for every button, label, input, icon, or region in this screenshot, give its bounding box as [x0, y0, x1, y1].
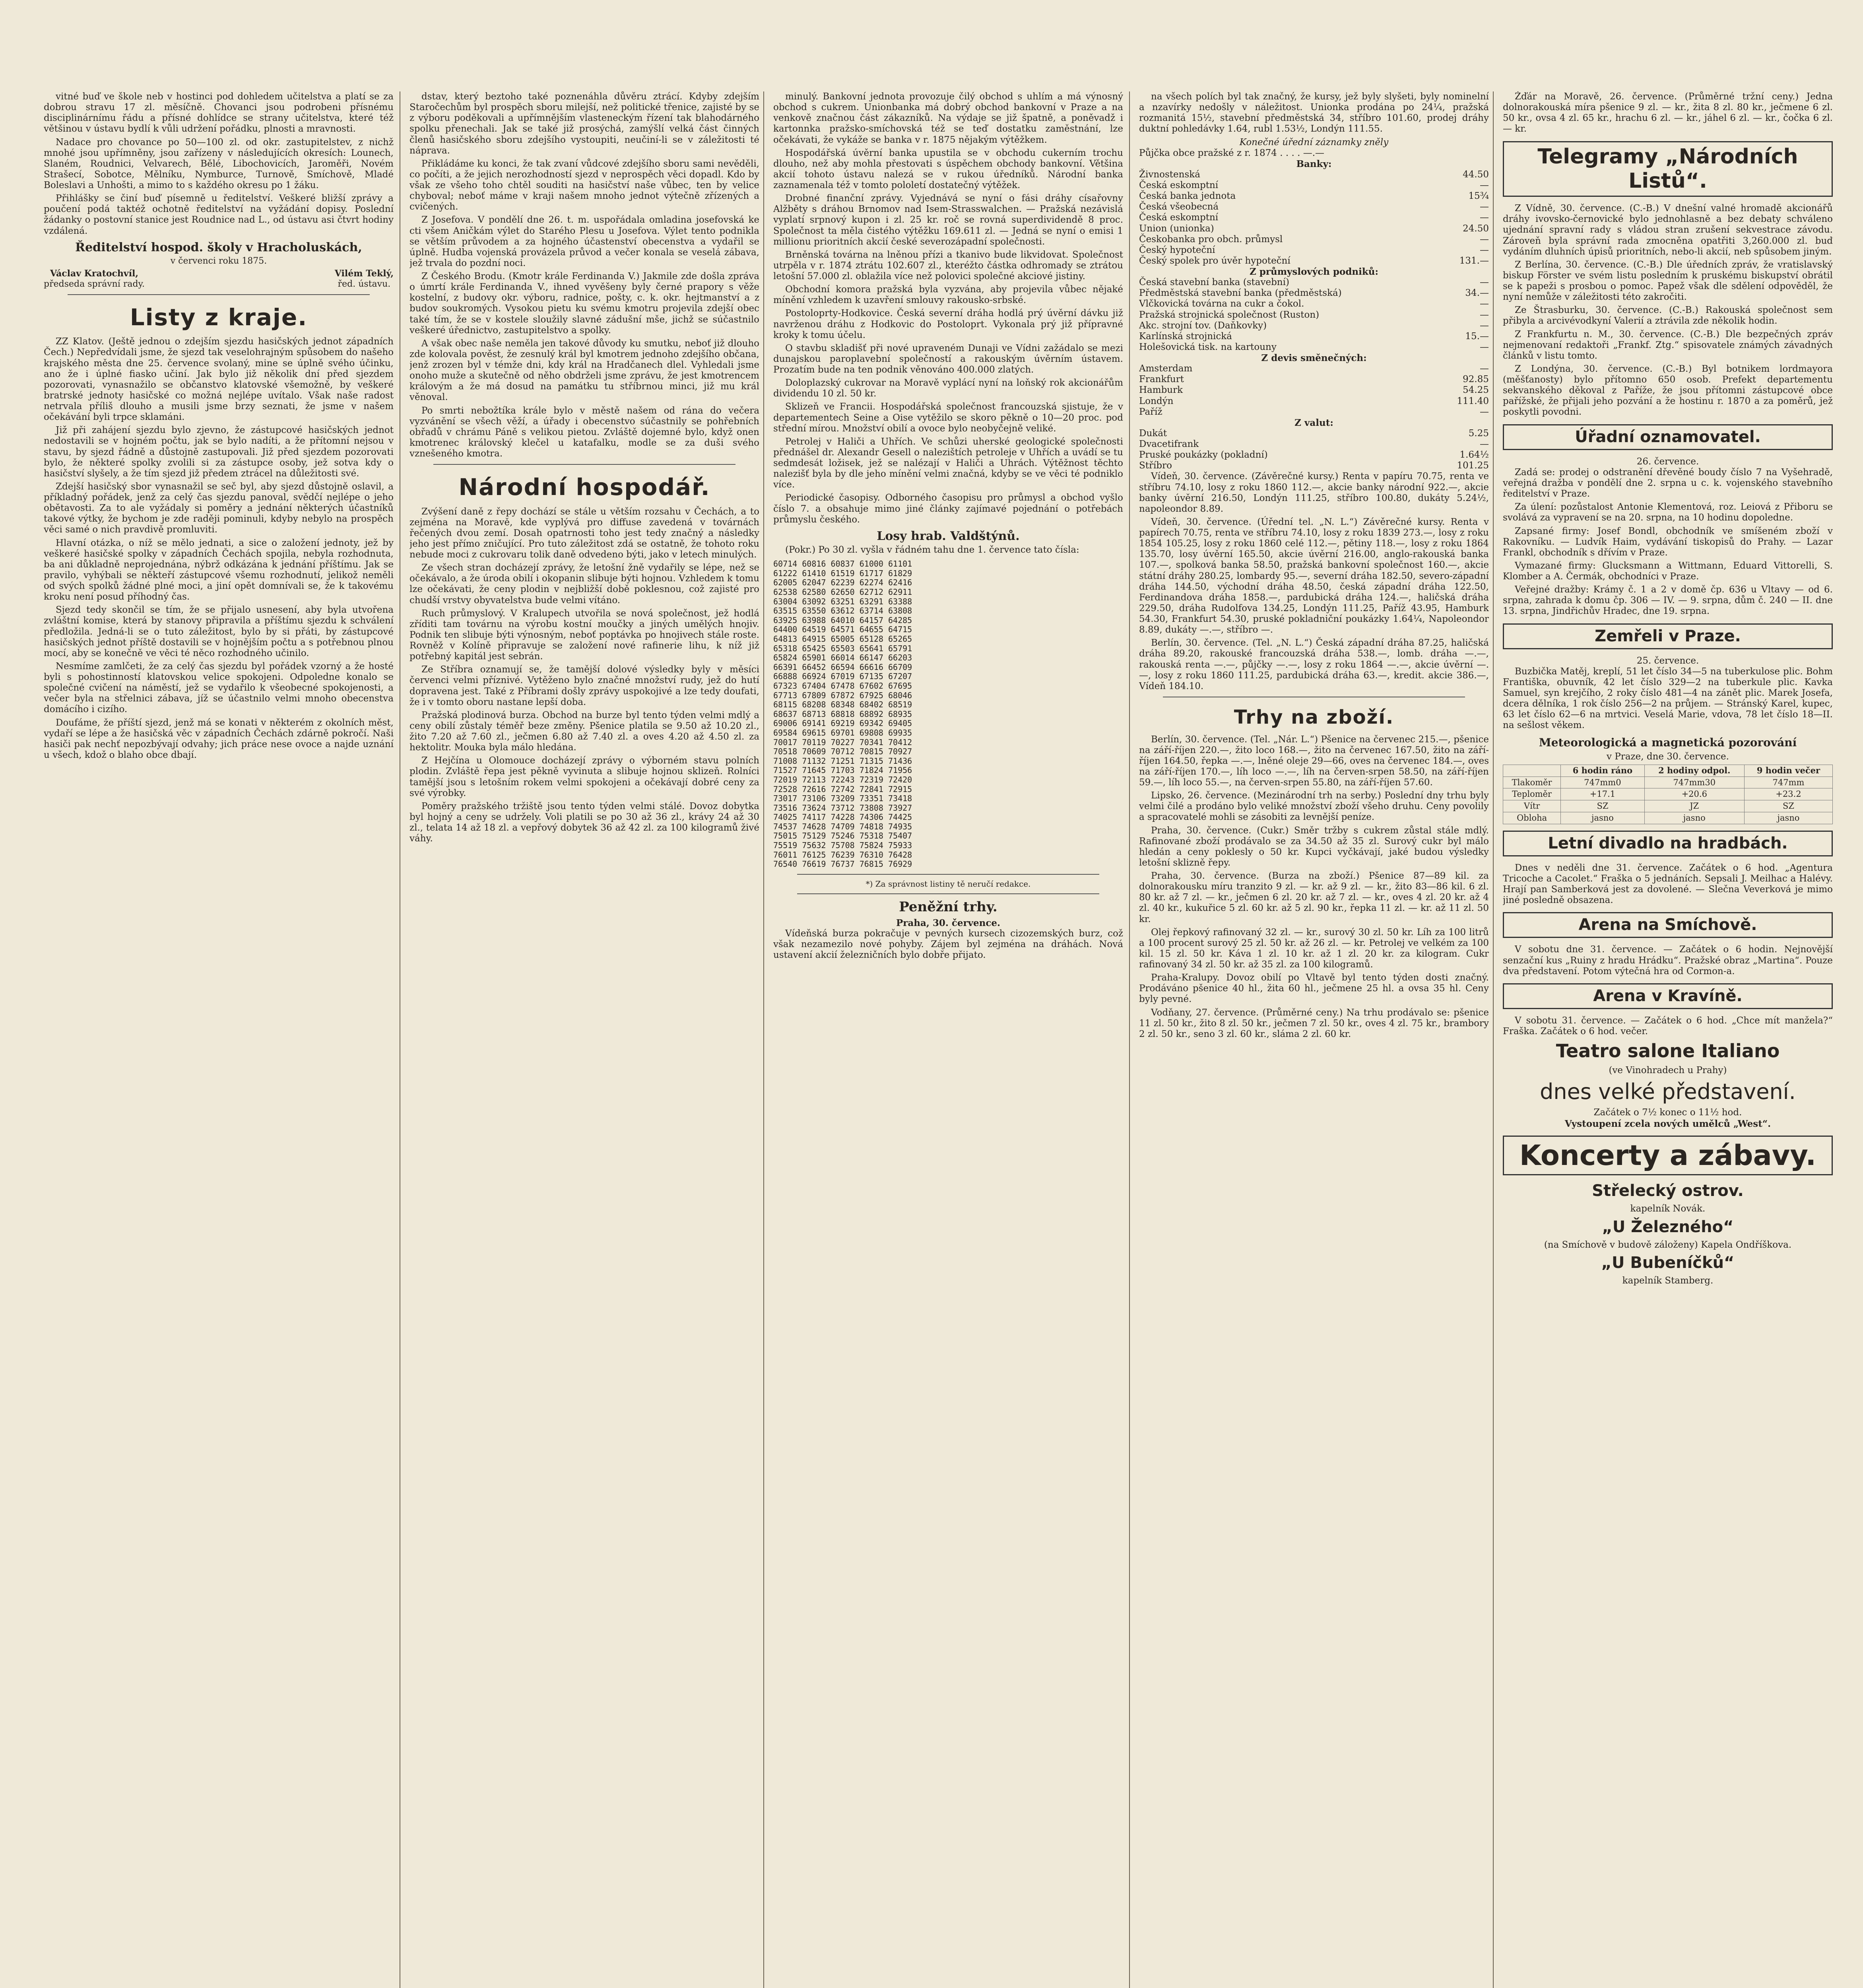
paragraph: Po smrti nebožtíka krále bylo v městě našem od rána do večera vyzvánění se všech věží, a úřady i obecenstvo súčastnily se pohřebních obřadů v chrámu Páně s velikou pietou. Zvláště dojemné bylo, když onen kmotrenec královský klečel u katafalku, modle se za duši svého vznešeného kmotra.	[409, 405, 759, 459]
meteo-header-cell	[1503, 765, 1561, 777]
meteo-cell: Teploměr	[1503, 788, 1561, 800]
concert-sub: kapelník Stamberg.	[1622, 1276, 1714, 1286]
paragraph: Z Českého Brodu. (Kmotr krále Ferdinanda V.) Jakmile zde došla zpráva o úmrtí krále Ferdinanda V., ihned vyvěšeny byly černé prapory s věže kostelní, z budovy okr. výboru, radnice, pošty, c. k. okr. hejtmanství a z budov soukromých. Vysokou pietu ku svému kmotru projevila zdejší obec také tím, že se v kostele sloužily slavné zádušní mše, jichž se súčastnilo veškeré úřednictvo, zastupitelstvo a spolky.	[409, 271, 759, 336]
signature-name: Vilém Teklý,	[334, 268, 394, 279]
paragraph: Nadace pro chovance po 50—100 zl. od okr. zastupitelstev, z nichž mnohé jsou upřímněny, jsou zařízeny v následujících okresích: Lounech, Slaném, Roudnici, Velvarech, Bělé, Libochovicích, Jaroměři, Novém Strašecí, Sobotce, Mělníku, Nymburce, Turnově, Smíchově, Mladé Boleslavi a Unhošti, a mimo to s každého okresu po 1 žáku.	[44, 137, 394, 190]
official-heading: Úřadní oznamovatel.	[1503, 424, 1833, 450]
banks-list	[1139, 169, 1489, 266]
market-label: Pražská strojnická společnost (Ruston)	[1139, 309, 1320, 320]
industry-list	[1139, 277, 1489, 353]
market-label: Holešovická tisk. na kartouny	[1139, 342, 1277, 352]
concert-title: „U Bubeníčků“	[1601, 1253, 1735, 1272]
paragraph: Hospodářská úvěrní banka upustila se v obchodu cukerním trochu dlouho, než aby mohla přestovati s úspěchem obchody bankovní. Většina akcií tohoto ústavu nalezá se v rukou úředníků. Národní banka zaznamenala též v tomto pololetí dostatečný výtěžek.	[773, 148, 1123, 190]
market-row	[1139, 320, 1489, 331]
market-value: —	[1480, 320, 1489, 331]
arena-heading: Arena v Kravíně.	[1503, 983, 1833, 1009]
paragraph: Již při zahájení sjezdu bylo zjevno, že zástupcové hasičských jednot nedostavili se v hojném počtu, jak se bylo nadíti, a že přítomní nejsou v stavu, by sjezd řádně a důstojně zastupovali. Již před sjezdem pozorovati bylo, že některé spolky zvolili si za zástupce osoby, jež sotva kdy o hasičství slyšely, a že tím sjezd již předem ztrácel na důležitosti své.	[44, 425, 394, 479]
market-value: 54.25	[1463, 385, 1489, 396]
org-date: v červenci roku 1875.	[170, 256, 267, 266]
meteo-title: Meteorologická a magnetická pozorování	[1539, 736, 1797, 749]
paragraph: O stavbu skladišť při nové upraveném Dunaji ve Vídni zažádalo se mezi dunajskou paroplavební společností a rakouským úvěrním ústavem. Prozatím bude na ten podnik věnováno 400.000 zlatých.	[773, 343, 1123, 375]
teatro-time: Začátek o 7½ konec o 11½ hod.	[1593, 1107, 1742, 1118]
section-heading: Trhy na zboží.	[1234, 706, 1394, 728]
market-row	[1139, 212, 1489, 223]
market-row	[1139, 256, 1489, 266]
concert-sub: (na Smíchově v budově záloženy) Kapela Ondříškova.	[1544, 1239, 1792, 1250]
paragraph: Přihlášky se činí buď písemně u ředitelství. Veškeré bližší zprávy a poučení podá taktéž ochotně ředitelství na vyžádání dopisy. Poslední žádanky o postovní stanice jest Roudnice nad L., od ústavu asi čtvrt hodiny vzdálená.	[44, 193, 394, 236]
meteo-row	[1503, 777, 1833, 788]
meteo-cell: +17.1	[1561, 788, 1644, 800]
paragraph: minulý. Bankovní jednota provozuje čilý obchod s uhlím a má výnosný obchod s cukrem. Unionbanka má dobrý obchod bankovní v Praze a na venkově značnou část zákazníků. Na výdaje se již špatně, a poněvadž i kartonnka pražsko-smíchovská též se teď dostatku zaměstnání, lze očekávati, že vykáže se banka v r. 1875 nějakým výtěžkem.	[773, 91, 1123, 145]
market-row	[1139, 460, 1489, 471]
valuty-list	[1139, 428, 1489, 472]
telegram-heading: Telegramy „Národních Listů“.	[1503, 141, 1833, 197]
market-value: 34.—	[1465, 288, 1489, 299]
column-rule	[1129, 91, 1130, 1988]
meteo-header-cell: 9 hodin večer	[1744, 765, 1832, 777]
market-row	[1139, 245, 1489, 256]
paragraph: Obchodní komora pražská byla vyzvána, aby projevila vůbec nějaké mínění vzhledem k uzavření smlouvy rakousko-srbské.	[773, 284, 1123, 306]
market-row	[1139, 363, 1489, 374]
paragraph: Vymazané firmy: Glucksmann a Wittmann, Eduard Vittorelli, S. Klomber a A. Čermák, obchodníci v Praze.	[1503, 560, 1833, 582]
market-value: —	[1480, 363, 1489, 374]
meteo-cell: JZ	[1644, 800, 1744, 812]
meteo-table	[1503, 765, 1833, 824]
market-label: Hamburk	[1139, 385, 1183, 396]
subheading: Z valut:	[1294, 417, 1333, 428]
market-row	[1139, 288, 1489, 299]
devis-list	[1139, 363, 1489, 417]
meteo-row	[1503, 788, 1833, 800]
column-5	[1503, 91, 1833, 1988]
org-title: Ředitelství hospod. školy v Hracholuskách,	[75, 240, 362, 254]
paragraph: Vídeň, 30. července. (Závěrečné kursy.) Renta v papíru 70.75, renta ve stříbru 74.10, losy z roku 1860 112.—, akcie banky národní 922.—, akcie banky úvěrní 216.50, Londýn 111.25, stříbro 100.80, dukáty 5.24½, napoleondor 8.89.	[1139, 471, 1489, 514]
paragraph: A však obec naše neměla jen takové důvody ku smutku, neboť již dlouho zde kolovala pověst, že zesnulý král byl kmotrem jednoho zdejšího občana, jenž zrozen byl v témže dni, kdy král na Hradčanech dlel. Vyhledali jsme onoho muže a skutečně od něho obdrželi jsme zprávu, že jest kmotrencem královým a že má dosud na památku tu stříbrnou minci, již mu král věnoval.	[409, 338, 759, 403]
divider	[433, 464, 735, 465]
meteo-cell: 747mm0	[1561, 777, 1644, 788]
paragraph: Vídeňská burza pokračuje v pevných kursech cizozemských burz, což však nezamezilo nové pohyby. Zájem byl zejména na dráhách. Nová ustavení akcií železničních bylo dobře přijato.	[773, 928, 1123, 960]
column-2	[409, 91, 759, 1988]
market-value: 44.50	[1463, 169, 1489, 180]
deaths-heading: Zemřeli v Praze.	[1503, 623, 1833, 649]
market-label: Frankfurt	[1139, 374, 1184, 385]
paragraph: Petrolej v Haliči a Uhřích. Ve schůzi uherské geologické společnosti přednášel dr. Alexandr Gesell o nalezištích petroleje v Uhřích a uvádí se tu sedmdesát ložisek, jež se nalézají v Haliči a Uhrách. Výtěžnost těchto nalezišť byla by dle jeho mínění velmi značná, kdyby se ve věci té podniklo více.	[773, 436, 1123, 490]
signature-role: řed. ústavu.	[338, 279, 391, 289]
meteo-row	[1503, 800, 1833, 812]
market-value: —	[1480, 234, 1489, 245]
market-value: —	[1480, 406, 1489, 417]
market-value: 92.85	[1463, 374, 1489, 385]
market-value: —	[1480, 202, 1489, 212]
market-label: Česká eskomptní	[1139, 180, 1219, 190]
market-row	[1139, 396, 1489, 407]
paragraph: Zdejší hasičský sbor vynasnažil se seč byl, aby sjezd důstojně oslavil, a příkladný pořádek, jenž za celý čas sjezdu panoval, svědčí nejlépe o jeho obětavosti. Za to ale vyžádaly si poměry a jednání některých účastníků takové výtky, že bychom je zde raději pominuli, kdyby nebylo na prospěch věci samé o nich pravdivě promluviti.	[44, 481, 394, 535]
market-label: Česká banka jednota	[1139, 191, 1236, 202]
market-row	[1139, 202, 1489, 212]
column-rule	[1493, 91, 1494, 1988]
lottery-title: Losy hrab. Valdštýnů.	[877, 529, 1020, 543]
market-row: Půjčka obce pražské z r. 1874 . . . . —.—	[1139, 148, 1325, 158]
meteo-cell: +23.2	[1744, 788, 1832, 800]
paragraph: Žďár na Moravě, 26. července. (Průměrné tržní ceny.) Jedna dolnorakouská míra pšenice 9 zl. — kr., žita 8 zl. 80 kr., ječmene 6 zl. 50 kr., ovsa 4 zl. 65 kr., hrachu 6 zl. — kr., jáhel 6 zl. — kr., čočka 6 zl. — kr.	[1503, 91, 1833, 134]
market-row	[1139, 374, 1489, 385]
paragraph: Olej řepkový rafinovaný 32 zl. — kr., surový 30 zl. 50 kr. Líh za 100 litrů a 100 procent surový 25 zl. 50 kr. až 26 zl. — kr. Petrolej ve velkém za 100 kil. 15 zl. 50 kr. Káva 1 zl. 10 kr. až 1 zl. 20 kr. za kilogram. Cukr rafinovaný 34 zl. 50 kr. až 35 zl. za 100 kilogramů.	[1139, 927, 1489, 970]
concert-title: „U Železného“	[1602, 1217, 1734, 1236]
market-label: Akc. strojní tov. (Daňkovky)	[1139, 320, 1267, 331]
paragraph: Dnes v neděli dne 31. července. Začátek o 6 hod. „Agentura Tricoche a Cacolet.“ Fraška o 5 jednáních. Sepsali J. Meilhac a Halévy. Hrají pan Samberková jest za dovolené. — Slečna Veverková je mimo jiné posledně obsazena.	[1503, 862, 1833, 906]
paragraph: Doufáme, že příští sjezd, jenž má se konati v některém z okolních měst, vydaří se lépe a že hasičská věc v západních Čechách zdárně pokročí. Naši hasiči pak nechť nepozbývají odvahy; jich práce nese ovoce a najde uznání u všech, kdož o blaho obce dbají.	[44, 717, 394, 760]
market-row	[1139, 439, 1489, 450]
teatro-title: Teatro salone Italiano	[1556, 1040, 1780, 1062]
column-rule	[763, 91, 764, 1988]
date-line: 25. července.	[1636, 655, 1699, 666]
paragraph: Vodňany, 27. července. (Průměrné ceny.) Na trhu prodávalo se: pšenice 11 zl. 50 kr., žito 8 zl. 50 kr., ječmen 7 zl. 50 kr., oves 4 zl. 75 kr., brambory 2 zl. 50 kr., seno 3 zl. 60 kr., sláma 2 zl. 60 kr.	[1139, 1007, 1489, 1039]
market-value: 5.25	[1468, 428, 1489, 439]
arena-heading: Arena na Smíchově.	[1503, 912, 1833, 938]
concerts-heading: Koncerty a zábavy.	[1503, 1136, 1833, 1176]
paragraph: Zvýšení daně z řepy dochází se stále u větším rozsahu v Čechách, a to zejména na Moravě, kde vyplývá pro diffuse zavedená v továrnách řečených dvou zemí. Dosah opatrnosti toho jest tedy značný a následky jeho jest přímo zničující. Pro tuto záležitost zdá se ostatně, že tohoto roku nebude moci z cukrovaru tolik daně odvedeno býti, jako v letech minulých.	[409, 506, 759, 560]
market-row	[1139, 428, 1489, 439]
paragraph: Berlín, 30. července. (Tel. „Nár. L.“) Pšenice na červenec 215.—, pšenice na září-říjen 220.—, žito loco 168.—, žito na červenec 167.50, žito na září-říjen 164.50, řepka —.—, lněné oleje 29—66, oves na červenec 184.—, oves na září-říjen 170.—, líh loco —.—, líh na červen-srpen 58.50, na září-říjen 59.—, líh loco 55.—, na červen-srpen 55.80, na září-říjen 57.60.	[1139, 734, 1489, 788]
column-4	[1139, 91, 1489, 1988]
meteo-cell: Obloha	[1503, 812, 1561, 824]
meteo-header-cell: 2 hodiny odpol.	[1644, 765, 1744, 777]
market-label: Union (unionka)	[1139, 223, 1214, 234]
market-label: Vlčkovická továrna na cukr a čokol.	[1139, 299, 1304, 309]
market-value: 111.40	[1457, 396, 1489, 406]
market-label: Živnostenská	[1139, 169, 1200, 180]
market-label: Český spolek pro úvěr hypoteční	[1139, 255, 1291, 266]
divider	[797, 874, 1099, 875]
meteo-cell: Vítr	[1503, 800, 1561, 812]
market-label: Amsterdam	[1139, 363, 1193, 374]
concert-title: Střelecký ostrov.	[1592, 1182, 1744, 1200]
paragraph: Za úlení: pozůstalost Antonie Klementová, roz. Leiová z Přiboru se svolává za vypravení se na 20. srpna, na 10 hodinu dopoledne.	[1503, 502, 1833, 523]
subheading: Peněžní trhy.	[899, 899, 997, 915]
theatre-heading: Letní divadlo na hradbách.	[1503, 831, 1833, 856]
market-label: Paříž	[1139, 406, 1162, 417]
paragraph: Z Hejčína u Olomouce docházejí zprávy o výborném stavu polních plodin. Zvláště řepa jest pěkně vyvinuta a slibuje hojnou sklizeň. Rolníci tamější jsou s letošním rokem velmi spokojeni a očekávají dobré ceny za své výrobky.	[409, 755, 759, 798]
lottery-numbers: 60714 60816 60837 61000 61101 61222 61410 61519 61717 61829 62005 62047 62239 62274 62416 62538 62580 62650 62712 62911 63004 63092 63251 63291 63388 63515 63550 63612 63714 63808 63925 63988 64010 64157 64285 64400 64519 64571 64655 64715 64813 64915 65005 65128 65265 65318 65425 65503 65641 65791 65824 65901 66014 66147 66203 66391 66452 66594 66616 66709 66888 66924 67019 67135 67207 67323 67404 67478 67602 67695 67713 67809 67872 67925 68046 68115 68208 68348 68402 68519 68637 68713 68818 68892 68935 69006 69141 69219 69342 69405 69584 69615 69701 69808 69935 70017 70119 70227 70341 70412 70518 70609 70712 70815 70927 71008 71132 71251 71315 71436 71527 71645 71703 71824 71956 72019 72113 72243 72319 72420 72528 72616 72742 72841 72915 73017 73106 73209 73351 73418 73516 73624 73712 73808 73927 74025 74117 74228 74306 74425 74537 74628 74709 74818 74935 75015 75129 75246 75318 75407 75519 75632 75708 75824 75933 76011 76125 76239 76310 76428 76540 76619 76737 76815 76929	[773, 559, 912, 869]
paragraph: Nesmíme zamlčeti, že za celý čas sjezdu byl pořádek vzorný a že hosté byli s pohostinností klatovskou velice spokojeni. Odpoledne konalo se společné cvičení na náměstí, jež se vydařilo k všeobecné spokojenosti, a večer byla na střelnici zábava, jíž se účastnilo velmi mnoho obecenstva domácího i cizího.	[44, 661, 394, 715]
meteo-header-cell: 6 hodin ráno	[1561, 765, 1644, 777]
meteo-subtitle: v Praze, dne 30. července.	[1607, 751, 1729, 762]
paragraph: Drobné finanční zprávy. Vyjednává se nyní o fási dráhy císařovny Alžběty s dráhou Brnomov nad Isem-Strasswalchen. — Pražská nezávislá vyplatí srpnový kupon i zl. 25 kr. roč se rovná superdividendě 8 proc. Společnost ta měla čistého výtěžku 169.611 zl. — Jedná se nyní o emisi 1 millionu prioritních akcií české severozápadní společnosti.	[773, 193, 1123, 247]
signature-role: předseda správní rady.	[44, 279, 145, 289]
market-row	[1139, 234, 1489, 245]
market-row	[1139, 169, 1489, 180]
paragraph: Buzbička Matěj, kreplí, 51 let číslo 34—5 na tuberkulose plic. Bohm Františka, obuvník, 42 let číslo 329—2 na tuberkule plic. Kavka Samuel, syn krejčího, 2 roky číslo 481—4 na zánět plic. Marek Josefa, dcera dělníka, 1 rok číslo 256—2 na průjem. — Stránský Karel, kupec, 63 let číslo 62—6 na mrtvici. Veselá Marie, vdova, 78 let číslo 18—II. na sešlost věkem.	[1503, 666, 1833, 731]
market-label: Pruské poukázky (pokladní)	[1139, 450, 1268, 460]
paragraph: Periodické časopisy. Odborného časopisu pro průmysl a obchod vyšlo číslo 7. a obsahuje mimo jiné články zajímavé pojednání o potřebách průmyslu českého.	[773, 493, 1123, 525]
date-line: 26. července.	[1636, 456, 1699, 467]
subheading: Z průmyslových podniků:	[1249, 266, 1379, 277]
market-row	[1139, 223, 1489, 234]
meteo-cell: 747mm30	[1644, 777, 1744, 788]
meteo-cell: +20.6	[1644, 788, 1744, 800]
paragraph: Doloplazský cukrovar na Moravě vyplácí nyní na loňský rok akcionářům dividendu 10 zl. 50 kr.	[773, 378, 1123, 399]
paragraph: Ze všech stran docházejí zprávy, že letošní žně vydařily se lépe, než se očekávalo, a že úroda obilí i okopanin slibuje býti hojnou. Vzhledem k tomu lze očekávati, že ceny plodin v nejbližší době poklesnou, což zajisté pro chudší vrstvy obyvatelstva bude velmi vítáno.	[409, 563, 759, 606]
market-label: Karlínská strojnická	[1139, 331, 1232, 342]
market-row	[1139, 277, 1489, 288]
paragraph: na všech polích byl tak značný, že kursy, jež byly slyšeti, byly nominelní a nzavírky nedošly v náležitost. Unionka prodána po 24¼, pražská rozmanitá 15½, stavební předměstská 34, stříbro 101.60, prodej dráhy duktní pohledávky 1.64, rubl 1.53½, Londýn 111.55.	[1139, 91, 1489, 134]
paragraph: Praha-Kralupy. Dovoz obilí po Vltavě byl tento týden dosti značný. Prodáváno pšenice 40 hl., žita 60 hl., ječmene 25 hl. a ovsa 35 hl. Ceny byly pevné.	[1139, 973, 1489, 1005]
paragraph: Zapsané firmy: Josef Bondl, obchodník ve smíšeném zboží v Rakovníku. — Ludvík Haim, vydávání tiskopisů do Prahy. — Lazar Frankl, obchodník s dřívím v Praze.	[1503, 526, 1833, 558]
market-row	[1139, 450, 1489, 460]
paragraph: Poměry pražského tržiště jsou tento týden velmi stálé. Dovoz dobytka byl hojný a ceny se udržely. Voli platili se po 30 až 36 zl., krávy 24 až 30 zl., telata 14 až 18 zl. a vepřový dobytek 36 až 42 zl. za 100 kilogramů živé váhy.	[409, 801, 759, 844]
paragraph: Lipsko, 26. července. (Mezinárodní trh na serby.) Poslední dny trhu byly velmi čilé a prodáno bylo veliké množství zboží všeho druhu. Ceny povolily a spracovatelé mohli se zásobiti za levnější peníze.	[1139, 790, 1489, 823]
market-value: 15¾	[1468, 191, 1489, 202]
teatro-sub: (ve Vinohradech u Prahy)	[1609, 1065, 1727, 1076]
market-value: 101.25	[1457, 460, 1489, 471]
market-label: Stříbro	[1139, 460, 1172, 471]
market-label: Dukát	[1139, 428, 1167, 439]
meteo-cell: SZ	[1744, 800, 1832, 812]
divider	[68, 294, 370, 295]
paragraph: V sobotu dne 31. července. — Začátek o 6 hodin. Nejnovější senzační kus „Ruiny z hradu Hrádku“. Pražské obraz „Martina“. Pouze dva představení. Potom výtečná hra od Cormon-a.	[1503, 944, 1833, 977]
market-value: —	[1480, 277, 1489, 288]
meteo-cell: Tlakoměr	[1503, 777, 1561, 788]
subheading: Konečné úřední záznamky zněly	[1239, 137, 1389, 148]
paragraph: Ze Stříbra oznamují se, že tamější dolové výsledky byly v měsíci červenci velmi příznivé. Vytěženo bylo značné množství rudy, jež do hutí dopravena jest. Také z Příbrami došly zprávy uspokojivé a lze tedy doufati, že i v tomto oboru nastane lepší doba.	[409, 664, 759, 707]
paragraph: Vídeň, 30. července. (Úřední tel. „N. L.“) Závěrečné kursy. Renta v papírech 70.75, renta ve stříbru 74.10, losy z roku 1839 273.—, losy z roku 1854 105.25, losy z roku 1860 celé 112.—, pětiny 118.—, losy z roku 1864 135.70, losy úvěrní 165.50, akcie úvěrní 216.00, anglo-rakouská banka 107.—, spolková banka 58.50, pražská bankovní společnost 160.—, akcie státní dráhy 280.25, lombardy 95.—, severní dráha 182.50, severo-západní dráha 144.50, východní dráha 48.50, česká západní dráha 122.50, Ferdinandova dráha 1858.—, pardubická dráha 124.—, haličská dráha 229.50, dráha Rudolfova 134.25, Londýn 111.25, Paříž 43.95, Hamburk 54.30, Frankfurt 54.30, pruské pokladniční poukázky 1.64¼, Napoleondor 8.89, dukáty —.—, stříbro —.	[1139, 516, 1489, 635]
paragraph: Praha, 30. července. (Cukr.) Směr tržby s cukrem zůstal stále mdlý. Rafinované zboží prodávalo se za 34.50 až 35 zl. Surový cukr byl málo hledán a ceny poklesly o 50 kr. Kupci vyčkávají, jaké budou výsledky letošní sklizně řepy.	[1139, 825, 1489, 868]
market-value: —	[1480, 212, 1489, 223]
paragraph: Pražská plodinová burza. Obchod na burze byl tento týden velmi mdlý a ceny obilí zůstaly téměř beze změny. Pšenice platila se 9.50 až 10.20 zl., žito 7.20 až 7.60 zl., ječmen 6.80 až 7.40 zl. a oves 4.20 až 4.50 zl. za hektolitr. Mouka byla málo hledána.	[409, 710, 759, 753]
market-value: 24.50	[1463, 223, 1489, 234]
market-label: Česká všeobecná	[1139, 202, 1219, 212]
market-label: Český hypoteční	[1139, 245, 1215, 255]
market-row	[1139, 191, 1489, 202]
market-label: Předměstská stavební banka (předměstská)	[1139, 288, 1342, 299]
paragraph: Brněnská továrna na lněnou přízi a tkanivo bude likvidovat. Společnost utrpěla v r. 1874 ztrátu 102.607 zl., kteréžto částka odhromady se ztrátou letošní 57.000 zl. oblažila více než polovici společné akciové jistiny.	[773, 249, 1123, 282]
paragraph: Postoloprty-Hodkovice. Česká severní dráha hodlá prý úvěrní dávku již navrženou dráhu z Hodkovic do Postoloprt. Vykonala prý již přípravné kroky k tomu účelu.	[773, 308, 1123, 340]
signatures	[44, 269, 394, 289]
paragraph: Sjezd tedy skončil se tím, že se přijalo usnesení, aby byla utvořena zvláštní komise, která by stanovy připravila a příštímu sjezdu k schválení předložila. Jedná-li se o tuto záležitost, bylo by si přáti, by zástupcové hasičských jednot příště dostavili se v hojnějším počtu a s potřebnou plnou mocí, aby se konečně ve věci té něco rozhodného učinilo.	[44, 605, 394, 658]
meteo-cell: SZ	[1561, 800, 1644, 812]
market-row	[1139, 331, 1489, 342]
place-date: Praha, 30. července.	[896, 917, 1001, 928]
teatro-show: dnes velké představení.	[1540, 1079, 1796, 1104]
market-row	[1139, 180, 1489, 191]
market-value: 1.64½	[1459, 450, 1489, 460]
market-value: —	[1480, 245, 1489, 255]
meteo-row	[1503, 812, 1833, 824]
paragraph: Praha, 30. července. (Burza na zboží.) Pšenice 87—89 kil. za dolnorakousku míru tranzito 9 zl. — kr. až 9 zl. — kr., žito 83—86 kil. 6 zl. 80 kr. až 7 zl. — kr., ječmen 6 zl. 20 kr. až 7 zl. — kr., oves 4 zl. 20 kr. až 4 zl. 40 kr., kukuřice 5 zl. 60 kr. až 5 zl. 90 kr., řepka 11 zl. — kr. až 11 zl. 50 kr.	[1139, 871, 1489, 924]
meteo-cell: 747mm	[1744, 777, 1832, 788]
divider	[797, 893, 1099, 894]
paragraph: Z Londýna, 30. července. (C.-B.) Byl botnikem lordmayora (měšťanosty) bylo přítomno 650 osob. Prefekt departementu sekvanského děkoval z Paříže, že jsou přítomni zástupcové obce pařížské, že přijali jeho pozvání a že hostinu r. 1870 a za poměrů, jež poskytli povodni.	[1503, 363, 1833, 417]
paragraph: Hlavní otázka, o níž se mělo jednati, a sice o založení jednoty, jež by veškeré hasičské spolky v západních Čechách spojila, nebyla rozhodnuta, ba ani důkladně neprojednána, nýbrž odkázána k jednání příštímu. Jak se pravilo, vyhýbali se někteří zástupcové všemu rozhodnutí, jelikož neměli od svých spolků žádné plné moci, a jiní opět domnívali se, že k takovému kroku není posud příhodný čas.	[44, 538, 394, 602]
market-row	[1139, 299, 1489, 309]
market-value: —	[1480, 299, 1489, 309]
subheading: Banky:	[1296, 158, 1332, 169]
market-row	[1139, 407, 1489, 417]
teatro-note: Vystoupení zcela nových umělců „West“.	[1564, 1118, 1771, 1129]
paragraph: V sobotu 31. července. — Začátek o 6 hod. „Chce mít manžela?“ Fraška. Začátek o 6 hod. večer.	[1503, 1015, 1833, 1037]
meteo-cell: jasno	[1561, 812, 1644, 824]
paragraph: Ze Štrasburku, 30. července. (C.-B.) Rakouská společnost sem přibyla a arcivévodkyní Valerií a ztrávila zde několik hodin.	[1503, 305, 1833, 326]
paragraph: Z Berlína, 30. července. (C.-B.) Dle úředních zpráv, že vratislavský biskup Förster ve svém listu posledním k pruskému biskupství obrátil se k papeži s prosbou o pomoc. Papež však dle sdělení odpověděl, že nyní nemůže v záležitosti této zakročiti.	[1503, 259, 1833, 303]
market-row	[1139, 385, 1489, 396]
market-label: Českobanka pro obch. průmysl	[1139, 234, 1283, 245]
signature-name: Václav Kratochvíl,	[50, 268, 139, 279]
column-1	[44, 91, 394, 1988]
section-heading: Národní hospodář.	[458, 474, 710, 501]
paragraph: Přikládáme ku konci, že tak zvaní vůdcové zdejšího sboru sami nevěděli, co počíti, a že jejich nerozhodností sjezd v neprospěch věci dopadl. Kdo by však ze všeho toho chtěl souditi na hasičství naše vůbec, ten by velice chyboval; neboť máme v kraji našem mnoho jednot výtečně zřízených a cvičených.	[409, 158, 759, 212]
market-label: Londýn	[1139, 396, 1174, 406]
market-value: —	[1480, 180, 1489, 190]
column-3	[773, 91, 1123, 1988]
market-value: —	[1480, 439, 1489, 449]
paragraph: Z Josefova. V pondělí dne 26. t. m. uspořádala omladina josefovská ke cti všem Aničkám výlet do Starého Plesu u Josefova. Výlet tento podnikla se větším průvodem a za hojného účastenství obecenstva a vydařil se úplně. Hudba vojenská provázela průvod a večer konala se veselá zábava, jež trvala do pozdní noci.	[409, 215, 759, 268]
section-heading: Listy z kraje.	[130, 303, 308, 331]
paragraph: Z Frankfurtu n. M., 30. července. (C.-B.) Dle bezpečných zpráv nejmenovaní redaktoři „Frankf. Ztg.“ spisovatele známých závadných článků v listu tomto.	[1503, 329, 1833, 361]
meteo-cell: jasno	[1744, 812, 1832, 824]
market-label: Česká eskomptní	[1139, 212, 1219, 223]
paragraph: Sklizeň ve Francii. Hospodářská společnost francouzská sjistuje, že v departementech Seine a Oise vytěžilo se skoro pěkně o 10—20 proc. pod střední mírou. Množství obilí a ovoce bylo neobyčejně veliké.	[773, 402, 1123, 434]
paragraph: Zadá se: prodej o odstranění dřevěné boudy číslo 7 na Vyšehradě, veřejná dražba v pondělí dne 2. srpna u c. k. vojenského stavebního ředitelství v Praze.	[1503, 467, 1833, 499]
concert-sub: kapelník Novák.	[1630, 1204, 1706, 1214]
paragraph: ZZ Klatov. (Ještě jednou o zdejším sjezdu hasičských jednot západních Čech.) Nepředvídali jsme, že sjezd tak veselohrajným spůsobem do našeho krajského města dne 25. července svolaný, mine se úplně svého účinku, ano že i úplné fiasko učiní. Jak bylo již několik dní před sjezdem pozorovati, vynasnažilo se občanstvo klatovské všemožně, by veškeré bratrské jednoty hasičské co možná nejlépe uvítalo. Však naše radost netrvala příliš dlouho a musili jsme brzy seznati, že jsme v našem očekávání byli trpce sklamáni.	[44, 336, 394, 423]
meteo-cell: jasno	[1644, 812, 1744, 824]
market-value: —	[1480, 309, 1489, 320]
paragraph: Berlín, 30. července. (Tel. „N. L.“) Česká západní dráha 87.25, haličská dráha 89.20, rakouské francouzská dráha 538.—, lomb. dráha —.—, rakouská renta —.—, půjčky —.—, losy z roku 1864 —.—, akcie úvěrní —.—, losy z roku 1860 111.25, pardubická dráha 63.—, kredit. akcie 386.—, Vídeň 184.10.	[1139, 638, 1489, 691]
lottery-note: (Pokr.) Po 30 zl. vyšla v řádném tahu dne 1. července tato čísla:	[785, 545, 1079, 555]
paragraph: Veřejné dražby: Krámy č. 1 a 2 v domě čp. 636 u Vltavy — od 6. srpna, zahrada k domu čp. 306 — IV. — 9. srpna, dům č. 240 — II. dne 13. srpna, Jindřichův Hradec, dne 19. srpna.	[1503, 584, 1833, 617]
market-value: —	[1480, 342, 1489, 352]
paragraph: dstav, který beztoho také poznenáhla důvěru ztrácí. Kdyby zdejším Staročechům byl prospěch sboru milejší, než politické třenice, zajisté by se z výboru poděkovali a upřímnějším vlasteneckým řízení tak blahodárného spolku přenechali. Jak se také již prosýchá, zamýšlí velká část činných členů hasičského sboru zdejšího vystoupiti, neučiní-li se v záležitosti té náprava.	[409, 91, 759, 156]
market-value: 131.—	[1459, 255, 1489, 266]
footnote: *) Za správnost listiny tě neručí redakce.	[866, 879, 1031, 889]
subheading: Z devis směnečných:	[1261, 353, 1367, 363]
market-row	[1139, 310, 1489, 320]
market-label: Česká stavební banka (stavební)	[1139, 277, 1289, 288]
market-row	[1139, 342, 1489, 353]
paragraph: vitné buď ve škole neb v hostinci pod dohledem učitelstva a platí se za dobrou stravu 17 zl. měsíčně. Chovanci jsou podrobeni přísnému disciplinárnímu řádu a přísné dohlídce se strany učitelstva, které též většinou v ústavu bydlí k vůli udržení pořádku, plnosti a mravnosti.	[44, 91, 394, 134]
market-value: 15.—	[1465, 331, 1489, 342]
paragraph: Ruch průmyslový. V Kralupech utvořila se nová společnost, jež hodlá zříditi tam továrnu na výrobu kostní moučky a jiných umělých hnojiv. Podnik ten slibuje býti výnosným, neboť poptávka po hnojivech stále roste. Rovněž v Kolíně připravuje se založení nové rafinerie lihu, k níž již potřebný kapitál jest sebrán.	[409, 608, 759, 662]
paragraph: Z Vídně, 30. července. (C.-B.) V dnešní valné hromadě akcionářů dráhy ivovsko-černovické bylo jednohlasně a bez debaty schváleno ujednání spravní rady s vládou stran zrušení sekvestrace závodu. Zároveň byla správní rada zmocněna opatřiti 3,260.000 zl. buď vydáním dluhních úpisů prioritních, nebo-li akcií, neb spůsobem jiným.	[1503, 203, 1833, 257]
market-label: Dvacetifrank	[1139, 439, 1199, 449]
